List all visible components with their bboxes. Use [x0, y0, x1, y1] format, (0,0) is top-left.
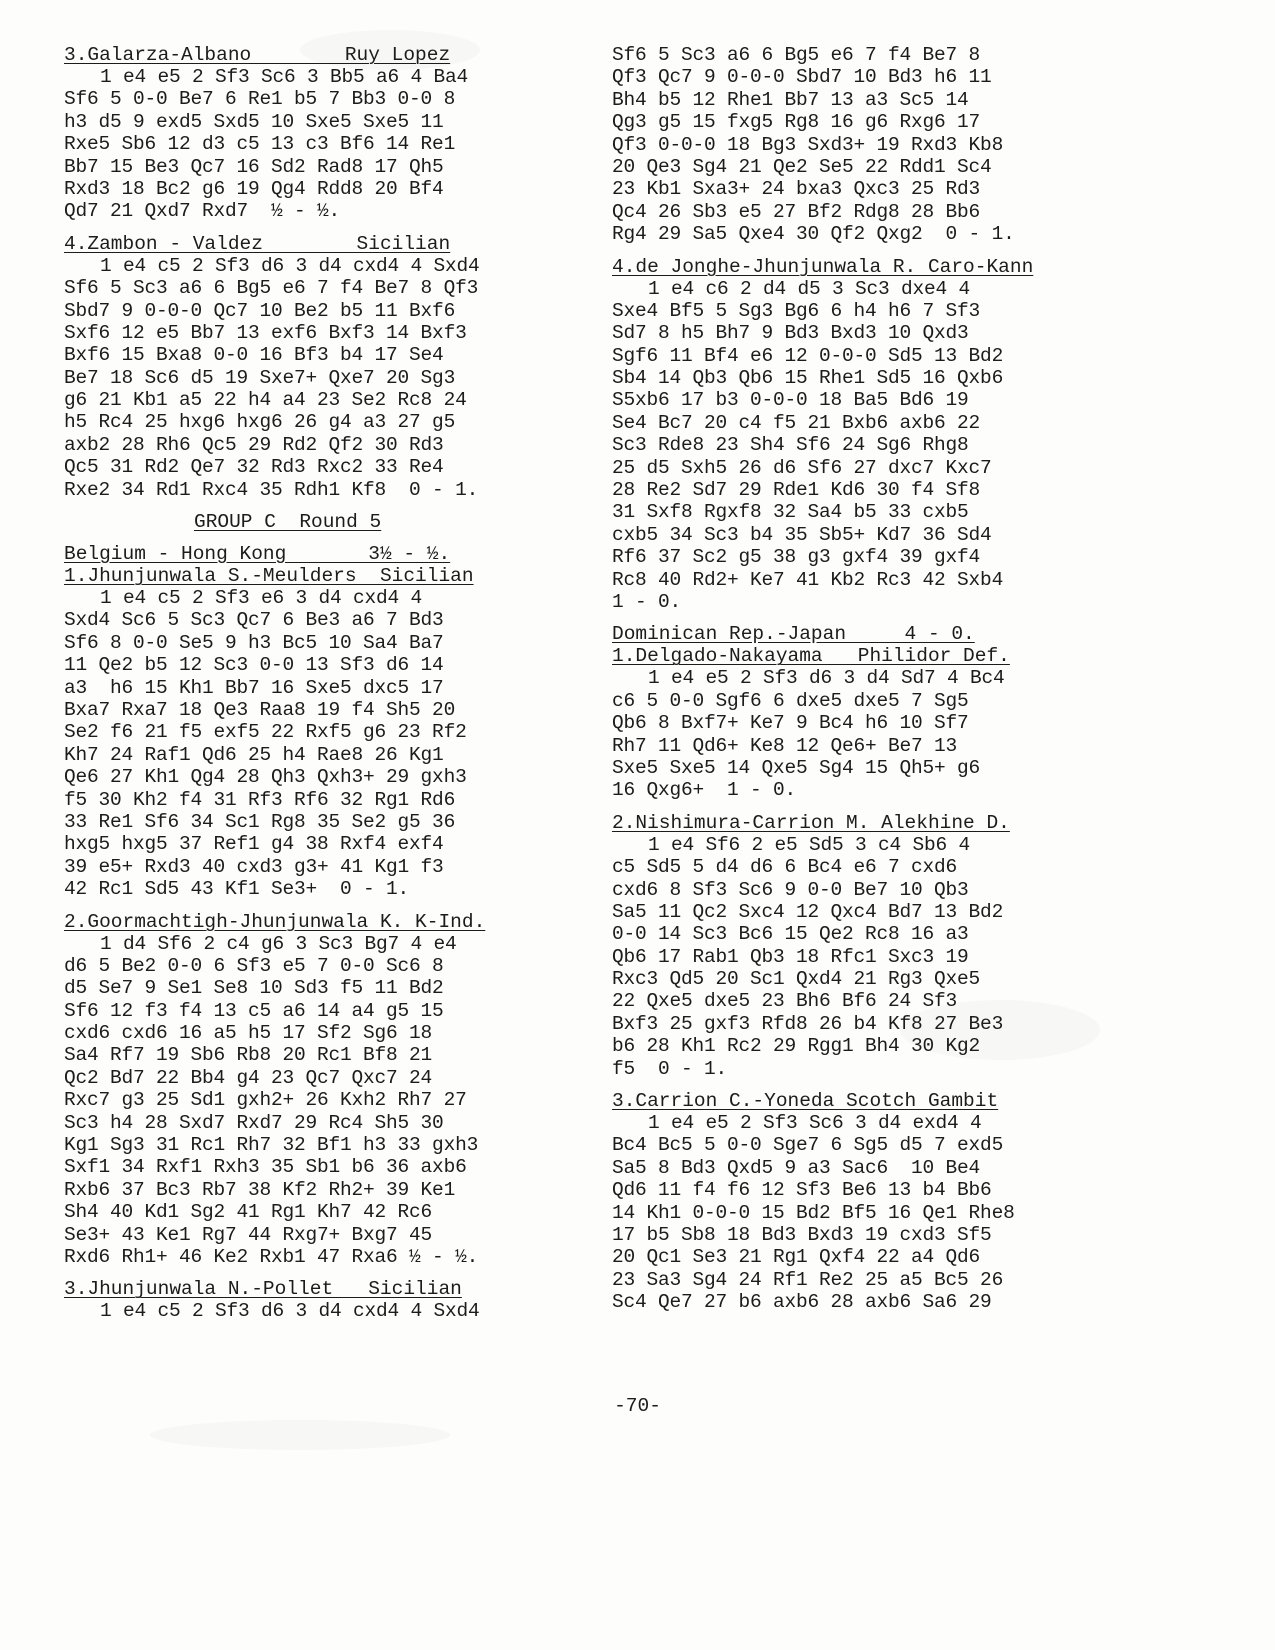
game-header: 2.Nishimura-Carrion M. Alekhine D. — [612, 811, 1010, 834]
move-line: 1 e4 Sf6 2 e5 Sd5 3 c4 Sb6 4 — [648, 833, 971, 856]
move-line: 1 e4 c5 2 Sf3 d6 3 d4 cxd4 4 Sxd4 — [100, 254, 480, 277]
move-line: 20 Qe3 Sg4 21 Qe2 Se5 22 Rdd1 Sc4 — [612, 155, 992, 178]
move-line: Bxa7 Rxa7 18 Qe3 Raa8 19 f4 Sh5 20 — [64, 698, 456, 721]
game-header: 2.Goormachtigh-Jhunjunwala K. K-Ind. — [64, 910, 486, 933]
game-galarza-albano — [64, 44, 584, 223]
game-header: 3.Jhunjunwala N.-Pollet Sicilian — [64, 1278, 462, 1301]
right-column — [612, 44, 1092, 1324]
match-result: Dominican Rep.-Japan 4 - 0. — [612, 623, 975, 646]
match-result: Belgium - Hong Kong 3½ - ½. — [64, 543, 451, 566]
move-line: Qb6 8 Bxf7+ Ke7 9 Bc4 h6 10 Sf7 — [612, 712, 969, 735]
move-line: Rg4 29 Sa5 Qxe4 30 Qf2 Qxg2 0 - 1. — [612, 223, 1015, 246]
game-header: 3.Galarza-Albano Ruy Lopez — [64, 44, 451, 66]
move-line: 23 Sa3 Sg4 24 Rf1 Re2 25 a5 Bc5 26 — [612, 1268, 1004, 1291]
game-jhunjunwala-pollet — [64, 1278, 584, 1322]
move-line: Kg1 Sg3 31 Rc1 Rh7 32 Bf1 h3 33 gxh3 — [64, 1134, 479, 1157]
move-line: 17 b5 Sb8 18 Bd3 Bxd3 19 cxd3 Sf5 — [612, 1223, 992, 1246]
move-line: Rxd6 Rh1+ 46 Ke2 Rxb1 47 Rxa6 ½ - ½. — [64, 1245, 479, 1268]
move-line: Sd7 8 h5 Bh7 9 Bd3 Bxd3 10 Qxd3 — [612, 322, 969, 345]
move-line: Qe6 27 Kh1 Qg4 28 Qh3 Qxh3+ 29 gxh3 — [64, 766, 467, 789]
move-line: Qc2 Bd7 22 Bb4 g4 23 Qc7 Qxc7 24 — [64, 1066, 433, 1089]
move-line: Sxf6 12 e5 Bb7 13 exf6 Bxf3 14 Bxf3 — [64, 321, 467, 344]
game-continuation — [612, 44, 1092, 246]
move-line: Sxf1 34 Rxf1 Rxh3 35 Sb1 b6 36 axb6 — [64, 1156, 467, 1179]
move-line: Rxd3 18 Bc2 g6 19 Qg4 Rdd8 20 Bf4 — [64, 177, 444, 200]
move-line: Bb7 15 Be3 Qc7 16 Sd2 Rad8 17 Qh5 — [64, 155, 444, 178]
move-line: 31 Sxf8 Rgxf8 32 Sa4 b5 33 cxb5 — [612, 501, 969, 524]
move-line: cxd6 8 Sf3 Sc6 9 0-0 Be7 10 Qb3 — [612, 878, 969, 901]
move-line: 1 e4 c5 2 Sf3 e6 3 d4 cxd4 4 — [100, 587, 423, 610]
section-title: GROUP C Round 5 — [194, 511, 382, 534]
move-line: f5 30 Kh2 f4 31 Rf3 Rf6 32 Rg1 Rd6 — [64, 788, 456, 811]
move-line: Rxc7 g3 25 Sd1 gxh2+ 26 Kxh2 Rh7 27 — [64, 1089, 467, 1112]
move-line: Sgf6 11 Bf4 e6 12 0-0-0 Sd5 13 Bd2 — [612, 344, 1004, 367]
move-line: 20 Qc1 Se3 21 Rg1 Qxf4 22 a4 Qd6 — [612, 1246, 981, 1269]
move-line: Bh4 b5 12 Rhe1 Bb7 13 a3 Sc5 14 — [612, 88, 969, 111]
move-line: Qg3 g5 15 fxg5 Rg8 16 g6 Rxg6 17 — [612, 111, 981, 134]
move-line: Kh7 24 Raf1 Qd6 25 h4 Rae8 26 Kg1 — [64, 743, 444, 766]
game-moves — [612, 278, 1092, 614]
game-moves — [64, 255, 584, 501]
move-line: Rxe5 Sb6 12 d3 c5 13 c3 Bf6 14 Re1 — [64, 133, 456, 156]
game-header: 4.Zambon - Valdez Sicilian — [64, 232, 451, 255]
move-line: d5 Se7 9 Se1 Se8 10 Sd3 f5 11 Bd2 — [64, 977, 444, 1000]
move-line: Sf6 5 Sc3 a6 6 Bg5 e6 7 f4 Be7 8 — [612, 44, 981, 66]
move-line: Sc4 Qe7 27 b6 axb6 28 axb6 Sa6 29 — [612, 1291, 992, 1314]
move-line: Rc8 40 Rd2+ Ke7 41 Kb2 Rc3 42 Sxb4 — [612, 568, 1004, 591]
move-line: Sf6 8 0-0 Se5 9 h3 Bc5 10 Sa4 Ba7 — [64, 631, 444, 654]
move-line: c5 Sd5 5 d4 d6 6 Bc4 e6 7 cxd6 — [612, 856, 958, 879]
move-line: Rxb6 37 Bc3 Rb7 38 Kf2 Rh2+ 39 Ke1 — [64, 1178, 456, 1201]
move-line: 1 e4 c6 2 d4 d5 3 Sc3 dxe4 4 — [648, 277, 971, 300]
move-line: Be7 18 Sc6 d5 19 Sxe7+ Qxe7 20 Sg3 — [64, 366, 456, 389]
move-line: 1 e4 e5 2 Sf3 Sc6 3 Bb5 a6 4 Ba4 — [100, 66, 469, 88]
move-line: Bxf3 25 gxf3 Rfd8 26 b4 Kf8 27 Be3 — [612, 1012, 1004, 1035]
page-number: -70- — [614, 1395, 661, 1417]
move-line: Qf3 0-0-0 18 Bg3 Sxd3+ 19 Rxd3 Kb8 — [612, 133, 1004, 156]
move-line: 1 e4 e5 2 Sf3 Sc6 3 d4 exd4 4 — [648, 1112, 982, 1135]
move-line: Sa5 8 Bd3 Qxd5 9 a3 Sac6 10 Be4 — [612, 1156, 981, 1179]
move-line: 33 Re1 Sf6 34 Sc1 Rg8 35 Se2 g5 36 — [64, 810, 456, 833]
move-line: cxd6 cxd6 16 a5 h5 17 Sf2 Sg6 18 — [64, 1022, 433, 1045]
move-line: Sc3 Rde8 23 Sh4 Sf6 24 Sg6 Rhg8 — [612, 434, 969, 457]
move-line: Se2 f6 21 f5 exf5 22 Rxf5 g6 23 Rf2 — [64, 721, 467, 744]
move-line: Sf6 12 f3 f4 13 c5 a6 14 a4 g5 15 — [64, 999, 444, 1022]
move-line: 28 Re2 Sd7 29 Rde1 Kd6 30 f4 Sf8 — [612, 479, 981, 502]
move-line: Qf3 Qc7 9 0-0-0 Sbd7 10 Bd3 h6 11 — [612, 66, 992, 89]
move-line: 1 e4 c5 2 Sf3 d6 3 d4 cxd4 4 Sxd4 — [100, 1300, 480, 1323]
game-header: 3.Carrion C.-Yoneda Scotch Gambit — [612, 1090, 999, 1113]
move-line: 25 d5 Sxh5 26 d6 Sf6 27 dxc7 Kxc7 — [612, 456, 992, 479]
game-moves — [64, 1300, 584, 1322]
move-line: Bxf6 15 Bxa8 0-0 16 Bf3 b4 17 Se4 — [64, 344, 444, 367]
move-line: Sh4 40 Kd1 Sg2 41 Rg1 Kh7 42 Rc6 — [64, 1201, 433, 1224]
game-dejonghe-jhunjunwala — [612, 256, 1092, 614]
move-line: d6 5 Be2 0-0 6 Sf3 e5 7 0-0 Sc6 8 — [64, 954, 444, 977]
move-line: Sa5 11 Qc2 Sxc4 12 Qxc4 Bd7 13 Bd2 — [612, 900, 1004, 923]
move-line: Sbd7 9 0-0-0 Qc7 10 Be2 b5 11 Bxf6 — [64, 299, 456, 322]
game-moves — [612, 1112, 1092, 1314]
move-line: 16 Qxg6+ 1 - 0. — [612, 779, 797, 802]
game-header: 1.Jhunjunwala S.-Meulders Sicilian — [64, 565, 474, 588]
move-line: Qc4 26 Sb3 e5 27 Bf2 Rdg8 28 Bb6 — [612, 200, 981, 223]
move-line: 42 Rc1 Sd5 43 Kf1 Se3+ 0 - 1. — [64, 878, 410, 901]
move-line: 22 Qxe5 dxe5 23 Bh6 Bf6 24 Sf3 — [612, 990, 958, 1013]
game-moves — [612, 44, 1092, 246]
move-line: 14 Kh1 0-0-0 15 Bd2 Bf5 16 Qe1 Rhe8 — [612, 1201, 1015, 1224]
game-carrion-yoneda — [612, 1090, 1092, 1314]
move-line: hxg5 hxg5 37 Ref1 g4 38 Rxf4 exf4 — [64, 833, 444, 856]
move-line: f5 0 - 1. — [612, 1057, 728, 1080]
move-line: Sf6 5 0-0 Be7 6 Re1 b5 7 Bb3 0-0 8 — [64, 88, 456, 111]
move-line: Qc5 31 Rd2 Qe7 32 Rd3 Rxc2 33 Re4 — [64, 456, 444, 479]
move-line: cxb5 34 Sc3 b4 35 Sb5+ Kd7 36 Sd4 — [612, 523, 992, 546]
move-line: g6 21 Kb1 a5 22 h4 a4 23 Se2 Rc8 24 — [64, 389, 467, 412]
move-line: 1 e4 e5 2 Sf3 d6 3 d4 Sd7 4 Bc4 — [648, 667, 1005, 690]
game-moves — [612, 834, 1092, 1080]
move-line: c6 5 0-0 Sgf6 6 dxe5 dxe5 7 Sg5 — [612, 689, 969, 712]
move-line: h3 d5 9 exd5 Sxd5 10 Sxe5 Sxe5 11 — [64, 110, 444, 133]
game-jhunjunwala-meulders — [64, 565, 584, 900]
move-line: Qd6 11 f4 f6 12 Sf3 Be6 13 b4 Bb6 — [612, 1179, 992, 1202]
left-column — [64, 44, 584, 1333]
game-goormachtigh-jhunjunwala — [64, 911, 584, 1269]
move-line: axb2 28 Rh6 Qc5 29 Rd2 Qf2 30 Rd3 — [64, 433, 444, 456]
move-line: Rxe2 34 Rd1 Rxc4 35 Rdh1 Kf8 0 - 1. — [64, 478, 479, 501]
game-header: 4.de Jonghe-Jhunjunwala R. Caro-Kann — [612, 255, 1034, 278]
move-line: Rxc3 Qd5 20 Sc1 Qxd4 21 Rg3 Qxe5 — [612, 968, 981, 991]
game-zambon-valdez — [64, 233, 584, 501]
move-line: Sc3 h4 28 Sxd7 Rxd7 29 Rc4 Sh5 30 — [64, 1111, 444, 1134]
game-moves — [612, 667, 1092, 801]
move-line: h5 Rc4 25 hxg6 hxg6 26 g4 a3 27 g5 — [64, 411, 456, 434]
move-line: Qd7 21 Qxd7 Rxd7 ½ - ½. — [64, 200, 341, 223]
move-line: Se3+ 43 Ke1 Rg7 44 Rxg7+ Bxg7 45 — [64, 1223, 433, 1246]
game-moves — [64, 587, 584, 900]
move-line: 1 - 0. — [612, 590, 682, 613]
move-line: Sxe4 Bf5 5 Sg3 Bg6 6 h4 h6 7 Sf3 — [612, 299, 981, 322]
move-line: 0-0 14 Sc3 Bc6 15 Qe2 Rc8 16 a3 — [612, 923, 969, 946]
move-line: 23 Kb1 Sxa3+ 24 bxa3 Qxc3 25 Rd3 — [612, 178, 981, 201]
game-moves — [64, 933, 584, 1269]
game-nishimura-carrion — [612, 812, 1092, 1080]
move-line: a3 h6 15 Kh1 Bb7 16 Sxe5 dxc5 17 — [64, 676, 444, 699]
move-line: Bc4 Bc5 5 0-0 Sge7 6 Sg5 d5 7 exd5 — [612, 1134, 1004, 1157]
move-line: Sa4 Rf7 19 Sb6 Rb8 20 Rc1 Bf8 21 — [64, 1044, 433, 1067]
move-line: Rh7 11 Qd6+ Ke8 12 Qe6+ Be7 13 — [612, 734, 958, 757]
move-line: 39 e5+ Rxd3 40 cxd3 g3+ 41 Kg1 f3 — [64, 855, 444, 878]
move-line: b6 28 Kh1 Rc2 29 Rgg1 Bh4 30 Kg2 — [612, 1035, 981, 1058]
move-line: Sxd4 Sc6 5 Sc3 Qc7 6 Be3 a6 7 Bd3 — [64, 609, 444, 632]
game-header: 1.Delgado-Nakayama Philidor Def. — [612, 645, 1010, 668]
move-line: Sf6 5 Sc3 a6 6 Bg5 e6 7 f4 Be7 8 Qf3 — [64, 277, 479, 300]
move-line: S5xb6 17 b3 0-0-0 18 Ba5 Bd6 19 — [612, 389, 969, 412]
game-delgado-nakayama — [612, 645, 1092, 801]
move-line: Sb4 14 Qb3 Qb6 15 Rhe1 Sd5 16 Qxb6 — [612, 367, 1004, 390]
move-line: Qb6 17 Rab1 Qb3 18 Rfc1 Sxc3 19 — [612, 945, 969, 968]
move-line: Sxe5 Sxe5 14 Qxe5 Sg4 15 Qh5+ g6 — [612, 756, 981, 779]
move-line: Rf6 37 Sc2 g5 38 g3 gxf4 39 gxf4 — [612, 546, 981, 569]
move-line: Se4 Bc7 20 c4 f5 21 Bxb6 axb6 22 — [612, 411, 981, 434]
move-line: 11 Qe2 b5 12 Sc3 0-0 13 Sf3 d6 14 — [64, 654, 444, 677]
game-moves — [64, 66, 584, 223]
move-line: 1 d4 Sf6 2 c4 g6 3 Sc3 Bg7 4 e4 — [100, 932, 457, 955]
